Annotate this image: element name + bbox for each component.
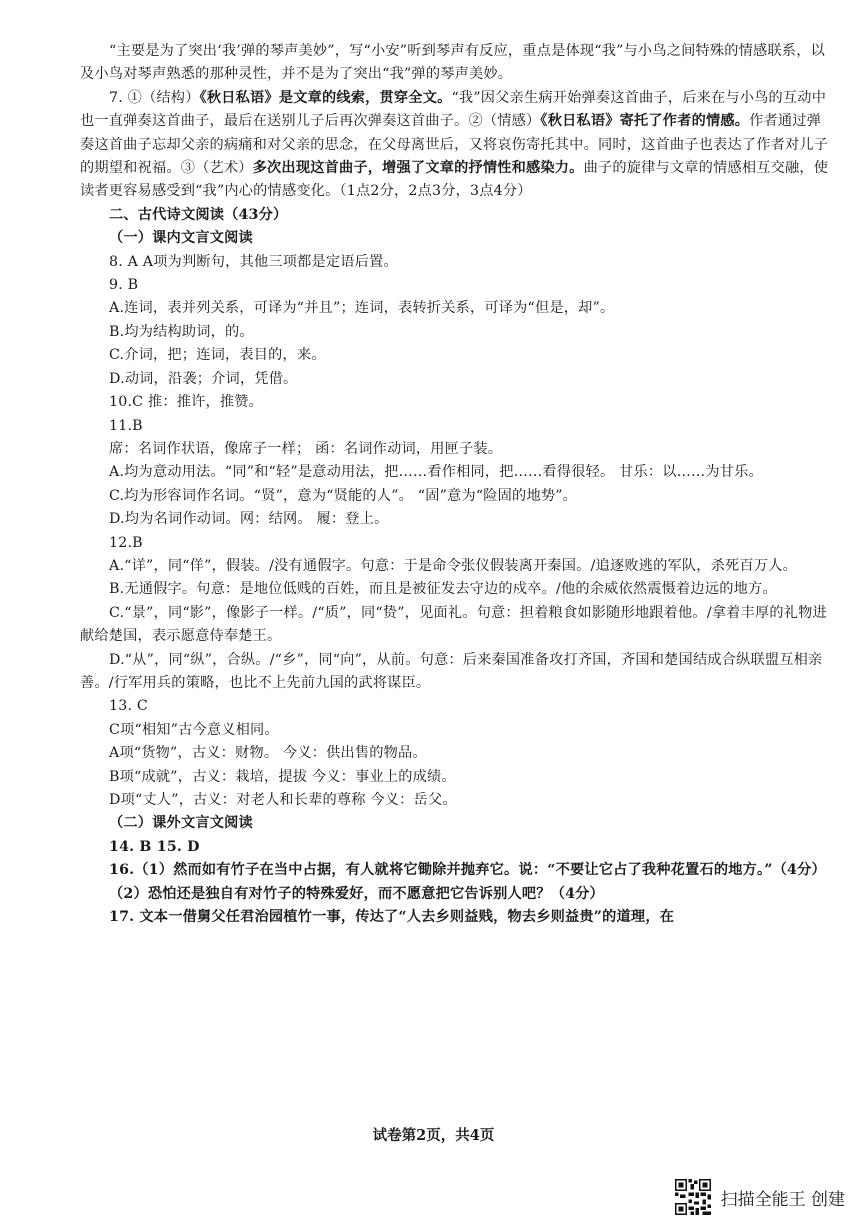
- text-paragraph: [80, 555, 830, 578]
- scanner-watermark: [675, 1177, 845, 1217]
- text-run: 9. B: [109, 277, 139, 294]
- text-paragraph: [80, 649, 830, 696]
- text-paragraph: [80, 415, 830, 438]
- text-run: 11.B: [109, 417, 143, 434]
- text-paragraph: [80, 485, 830, 508]
- text-paragraph: [80, 274, 830, 297]
- text-run: D项“丈人”，古义：对老人和长辈的尊称 今义：岳父。: [109, 792, 457, 808]
- text-run: 14. B 15. D: [109, 838, 200, 855]
- text-paragraph: [80, 344, 830, 367]
- text-paragraph: [80, 532, 830, 555]
- text-paragraph: [80, 368, 830, 391]
- text-paragraph: [80, 87, 830, 204]
- text-run: 席：名词作状语，像席子一样； 函：名词作动词，用匣子装。: [109, 440, 503, 457]
- section-heading: [80, 204, 830, 227]
- qr-code-icon: [675, 1179, 711, 1215]
- text-paragraph: [80, 695, 830, 718]
- text-paragraph: [80, 602, 830, 649]
- text-run: A.均为意动用法。“同”和“轻”是意动用法，把……看作相同，把……看得很轻。 甘乐：以……为甘乐。: [109, 464, 763, 481]
- text-run: 10.C 推：推许，推赞。: [109, 394, 264, 411]
- text-run: 作者通过弹奏这首曲子忘却父亲的病痛和对父亲的思念，在父母离世后，又将哀伤寄托其中。同时，这首曲子也表达了作者对儿子的期望和祝福。③（艺术）: [80, 113, 829, 177]
- text-paragraph: [80, 40, 830, 87]
- text-paragraph: [80, 906, 830, 929]
- text-run: 7. ①（结构）: [109, 89, 200, 106]
- text-run: 《秋日私语》是文章的线索，贯穿全文。: [199, 89, 452, 106]
- text-run: （2）恐怕还是独自有对竹子的特殊爱好，而不愿意把它告诉别人吧？（4分）: [109, 885, 604, 902]
- text-run: B.均为结构助词，的。: [109, 323, 254, 340]
- text-run: （二）课外文言文阅读: [109, 815, 253, 832]
- page-footer: 试卷第2页，共4页: [372, 1127, 495, 1144]
- watermark-text: 扫描全能王 创建: [720, 1189, 845, 1210]
- text-run: D.动词，沿袭；介词，凭借。: [109, 370, 298, 387]
- text-run: 曲子的旋律与文章的情感相互交融，使读者更容易感受到“我”内心的情感变化。（1点2分，2点3分，3点4分）: [80, 160, 829, 200]
- text-paragraph: [80, 742, 830, 765]
- text-run: 12.B: [109, 534, 143, 551]
- text-run: 13. C: [109, 698, 148, 715]
- text-paragraph: [80, 836, 830, 859]
- text-run: 二、古代诗文阅读（43分）: [109, 206, 288, 223]
- text-paragraph: [80, 883, 830, 906]
- text-paragraph: [80, 789, 830, 812]
- text-run: “主要是为了突出‘我’弹的琴声美妙”，写“小安”听到琴声有反应，重点是体现“我”与小鸟之间特殊的情感联系，以及小鸟对琴声熟悉的那种灵性，并不是为了突出“我”弹的琴声美妙。: [80, 43, 825, 83]
- text-run: B项“成就”，古义：栽培，提拔 今义：事业上的成绩。: [109, 768, 456, 785]
- text-run: A项“货物”，古义：财物。 今义：供出售的物品。: [109, 745, 427, 762]
- text-paragraph: [80, 859, 830, 882]
- text-run: “我”因父亲生病开始弹奏这首曲子，后来在与小鸟的互动中也一直弹奏这首曲子，最后在送别儿子后再次弹奏这首曲子。②（情感）: [80, 89, 827, 130]
- text-run: A.“详”，同“佯”，假装。/没有通假字。句意：于是命令张仪假装离开秦国。/追逐败逃的军队，杀死百万人。: [109, 557, 797, 574]
- text-paragraph: [80, 461, 830, 484]
- text-run: 16.（1）然而如有竹子在当中占据，有人就将它锄除并抛弃它。说：“不要让它占了我种花置石的地方。”（4分）: [109, 862, 826, 879]
- text-run: 《秋日私语》寄托了作者的情感。: [540, 113, 750, 130]
- text-run: B.无通假字。句意：是地位低贱的百姓，而且是被征发去守边的戍卒。/他的余威依然震慑着边远的地方。: [109, 581, 777, 598]
- text-paragraph: [80, 321, 830, 344]
- text-run: D.“从”，同“纵”，合纵。/“乡”，同“向”，从前。句意：后来秦国准备攻打齐国，齐国和楚国结成合纵联盟互相亲善。/行军用兵的策略，也比不上先前九国的武将谋臣。: [80, 651, 823, 691]
- text-run: （一）课内文言文阅读: [109, 230, 253, 247]
- text-paragraph: [80, 297, 830, 320]
- text-run: C.介词，把；连词，表目的，来。: [109, 347, 326, 364]
- text-paragraph: [80, 391, 830, 414]
- answer-text-body: [80, 40, 830, 929]
- text-run: A.连词，表并列关系，可译为“并且”；连词，表转折关系，可译为“但是，却”。: [109, 300, 615, 317]
- text-paragraph: [80, 438, 830, 461]
- text-run: D.均为名词作动词。网：结网。 履：登上。: [109, 511, 389, 528]
- text-run: C.“景”，同“影”，像影子一样。/“质”，同“贽”，见面礼。句意：担着粮食如影随形地跟着他。/拿着丰厚的礼物进献给楚国，表示愿意侍奉楚王。: [80, 604, 827, 645]
- text-paragraph: [80, 578, 830, 601]
- text-run: 多次出现这首曲子，增强了文章的抒情性和感染力。: [252, 160, 584, 177]
- text-run: C项“相知”古今意义相同。: [109, 721, 279, 738]
- text-paragraph: [80, 251, 830, 274]
- section-heading: [80, 812, 830, 835]
- text-run: 8. A A项为判断句，其他三项都是定语后置。: [109, 253, 398, 270]
- text-run: 17. 文本一借舅父任君治园植竹一事，传达了“人去乡则益贱，物去乡则益贵”的道理，在: [109, 909, 675, 926]
- text-run: C.均为形容词作名词。“贤”，意为“贤能的人”。 “固”意为“险固的地势”。: [109, 487, 578, 504]
- text-paragraph: [80, 766, 830, 789]
- text-paragraph: [80, 719, 830, 742]
- text-paragraph: [80, 508, 830, 531]
- section-heading: [80, 227, 830, 250]
